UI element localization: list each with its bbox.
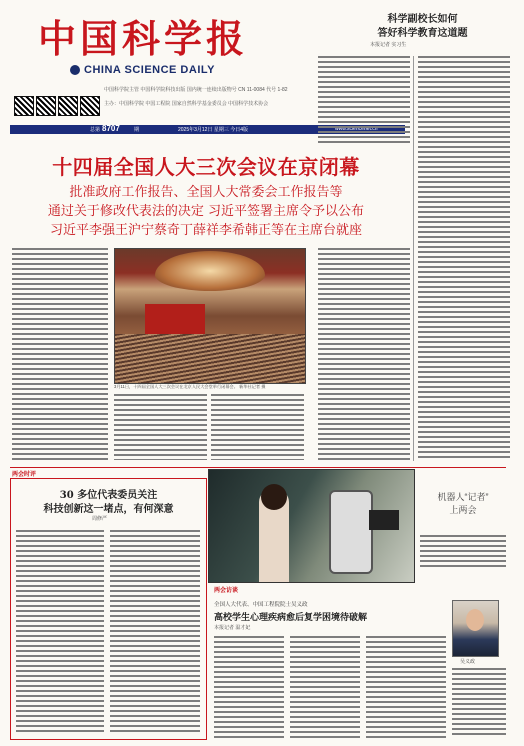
masthead-english-title: CHINA SCIENCE DAILY [84,64,215,76]
right-article-text [418,56,510,461]
issue-number: 8707 [102,124,120,133]
interview-text [214,636,284,738]
ceiling-dome [155,251,265,291]
interview-kicker: 全国人大代表、中国工程院院士吴义政 [214,602,308,608]
lead-subhead: 习近平李强王沪宁蔡奇丁薛祥李希韩正等在主席台就座 [49,223,362,238]
robot-reporter-photo [208,469,415,583]
publisher-info: 中国科学院主管 中国科学院科技出版 国内统一连续出版物号 CN 11-0084 代号 1-82 [104,87,288,93]
sponsor-info: 主办：中国科学院 中国工程院 国家自然科学基金委员会 中国科学技术协会 [104,101,269,107]
portrait-caption: 吴义政 [460,659,476,665]
reporter-head [261,484,287,510]
qr-code-icon [36,96,56,116]
robot-figure [329,490,373,574]
lead-subhead: 批准政府工作报告、全国人大常委会工作报告等 [69,185,343,200]
interviewee-portrait [452,600,499,657]
interview-byline: 本报记者 温才妃 [214,625,251,631]
interview-text [452,668,506,738]
lead-article-text [114,394,207,460]
logo-icon [70,65,80,75]
section-label: 两会时评 [12,472,37,478]
right-headline-line2: 答好科学教育这道题 [377,28,468,39]
interview-text [366,636,446,738]
lead-headline: 十四届全国人大三次会议在京闭幕 [52,155,360,179]
right-article-text [318,56,410,146]
interview-text [290,636,360,738]
lead-article-text [12,248,108,460]
date-line: 2025年3月12日 星期三 今日4版 [178,127,249,133]
lead-subhead: 通过关于修改代表法的决定 习近平签署主席令予以公布 [47,204,365,219]
section-label: 两会访谈 [214,588,239,594]
qr-code-icon [80,96,100,116]
feature-article-text [110,530,200,732]
right-article-text [318,248,410,461]
right-byline: 本报记者 实习生 [370,42,407,48]
audience-seats [115,334,305,383]
masthead-title: 中国科学报 [38,16,249,61]
photo-title-line1: 机器人“记者” [437,492,489,502]
photo-caption: 3月11日，十四届全国人大三次会议在北京人民大会堂举行闭幕会。 新华社记者 摄 [114,384,266,389]
column-divider [413,56,414,461]
photo-title-line2: 上两会 [449,505,477,515]
portrait-face [466,609,484,631]
qr-code-icon [58,96,78,116]
stage [145,304,205,334]
feature-byline: 周修严 [92,516,108,522]
issue-label: 总第 [90,127,101,133]
right-headline-line1: 科学副校长如何 [387,14,458,25]
assembly-hall-photo [114,248,306,384]
lead-article-text [211,394,304,460]
feature-headline-line1: 30 多位代表委员关注 [59,490,158,501]
website-link[interactable]: www.sciencenet.cn [335,126,378,132]
feature-article-text [16,530,104,732]
interview-headline: 高校学生心理疾病愈后复学困境待破解 [214,613,368,623]
camera [369,510,399,530]
photo-caption-text [420,535,506,569]
issue-suffix: 期 [134,127,140,133]
qr-code-icon [14,96,34,116]
section-divider [10,467,506,468]
feature-headline-line2: 科技创新这一堵点，有何深意 [43,504,174,515]
